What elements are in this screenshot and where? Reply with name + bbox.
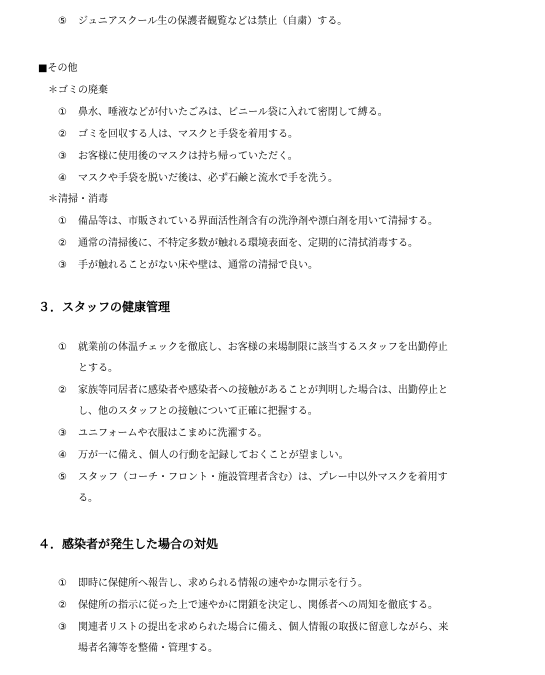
subheading-cleaning: ＊清掃・消毒 <box>48 194 108 205</box>
item-text: 備品等は、市販されている界面活性剤含有の洗浄剤や漂白剤を用いて清掃する。 <box>78 216 438 227</box>
item-text: スタッフ（コーチ・フロント・施設管理者含む）は、プレー中以外マスクを着用す <box>78 472 448 483</box>
item-text: 家族等同居者に感染者や感染者への接触があることが判明した場合は、出勤停止と <box>78 385 448 396</box>
item-text: ゴミを回収する人は、マスクと手袋を着用する。 <box>78 129 298 140</box>
item-number: ① <box>58 216 67 227</box>
item-number: ② <box>58 385 67 396</box>
section-heading-staff: ３．スタッフの健康管理 <box>38 300 171 314</box>
item-text: ユニフォームや衣服はこまめに洗濯する。 <box>78 428 268 439</box>
item-number: ③ <box>58 622 67 633</box>
section-heading-other: ■その他 <box>38 63 78 74</box>
item-text: 手が触れることがない床や壁は、通常の清掃で良い。 <box>78 260 318 271</box>
subheading-garbage: ＊ゴミの廃棄 <box>48 85 108 96</box>
item-text: 関連者リストの提出を求められた場合に備え、個人情報の取扱に留意しながら、来 <box>78 622 449 633</box>
item-text: 就業前の体温チェックを徹底し、お客様の来場制限に該当するスタッフを出勤停止 <box>78 342 448 353</box>
item-text: 通常の清掃後に、不特定多数が触れる環境表面を、定期的に清拭消毒する。 <box>78 238 418 249</box>
item-text: ジュニアスクール生の保護者観覧などは禁止（自粛）する。 <box>78 16 348 27</box>
item-text: 即時に保健所へ報告し、求められる情報の速やかな開示を行う。 <box>78 578 368 589</box>
item-number: ⑤ <box>58 16 67 27</box>
item-number: ② <box>58 600 67 611</box>
item-number: ① <box>58 342 67 353</box>
item-number: ⑤ <box>58 472 67 483</box>
item-number: ① <box>58 578 67 589</box>
item-text-continued: 場者名簿等を整備・管理する。 <box>78 643 218 654</box>
item-number: ③ <box>58 260 67 271</box>
item-text: お客様に使用後のマスクは持ち帰っていただく。 <box>78 151 298 162</box>
item-number: ③ <box>58 428 67 439</box>
item-number: ③ <box>58 151 67 162</box>
item-text-continued: し、他のスタッフとの接触について正確に把握する。 <box>78 406 318 417</box>
item-number: ④ <box>58 450 67 461</box>
item-number: ② <box>58 238 67 249</box>
item-text: 鼻水、唾液などが付いたごみは、ビニール袋に入れて密閉して縛る。 <box>78 107 388 118</box>
item-text: 保健所の指示に従った上で速やかに閉鎖を決定し、関係者への周知を徹底する。 <box>78 600 438 611</box>
item-text: マスクや手袋を脱いだ後は、必ず石鹸と流水で手を洗う。 <box>78 173 338 184</box>
item-number: ① <box>58 107 67 118</box>
item-text-continued: とする。 <box>78 363 118 374</box>
item-number: ④ <box>58 173 67 184</box>
section-heading-infected: ４．感染者が発生した場合の対処 <box>38 537 219 551</box>
item-text: 万が一に備え、個人の行動を記録しておくことが望ましい。 <box>78 450 349 461</box>
item-number: ② <box>58 129 67 140</box>
item-text-continued: る。 <box>78 493 98 504</box>
